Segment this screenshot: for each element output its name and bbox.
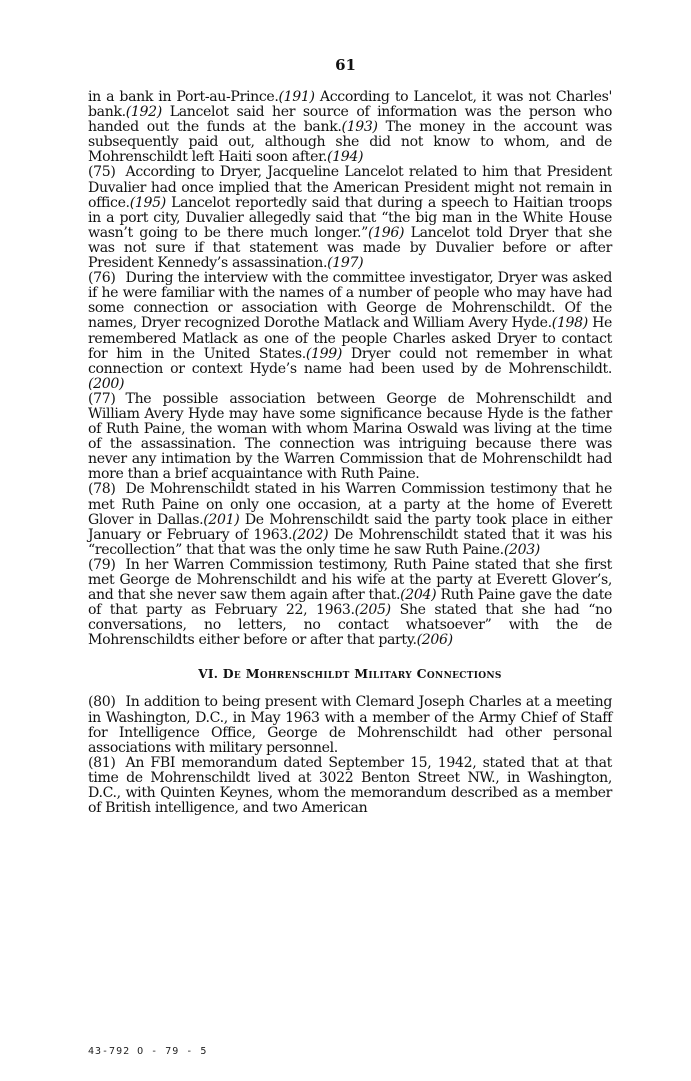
paragraph-text: Lancelot said her source of information was the person who handed out the funds at the bank. (88, 104, 612, 136)
footnote-ref: (195) (129, 194, 166, 211)
footnote-ref: (194) (327, 149, 364, 166)
paragraph-number: (80) (88, 694, 116, 711)
footnote-ref: (201) (203, 511, 240, 528)
section-heading (88, 666, 612, 681)
paragraph-number: (76) (88, 270, 116, 287)
paragraphs-before-heading (88, 90, 612, 648)
paragraph (88, 695, 612, 755)
print-code: 43-792 O - 79 - 5 (88, 1046, 208, 1057)
footnote-ref: (204) (400, 587, 437, 604)
paragraph-number: (78) (88, 481, 116, 498)
paragraph-number: (75) (88, 164, 116, 181)
paragraph-text: In her Warren Commission testimony, Ruth Paine stated that she first met George de Mohrenschildt and his wife at the party at Everett Glover’s, and that she never saw them again after that. (88, 556, 612, 604)
footnote-ref: (199) (305, 345, 343, 362)
paragraph-text: The possible association between George de Mohrenschildt and William Avery Hyde may have some significance because Hyde is the father of Ruth Paine, the woman with whom Marina Oswald was living at the time of the assassination. The connection was intriguing because there was never any intimation by the Warren Commission that de Mohrenschildt had more than a brief acquaintance with Ruth Paine. (88, 390, 612, 483)
paragraph-number: (81) (88, 754, 116, 771)
paragraph-text: Dryer could not remember in what connection or context Hyde’s name had been used by de Mohrenschildt. (88, 345, 613, 377)
section-numeral: VI. (198, 667, 219, 682)
paragraphs-after-heading (88, 695, 612, 816)
footnote-ref: (203) (503, 541, 540, 558)
paragraph-text: According to Lancelot, it was not Charles' bank. (88, 89, 612, 121)
text-column (88, 90, 612, 816)
paragraph (88, 271, 612, 392)
footnote-ref: (205) (354, 602, 391, 619)
paragraph-text: He remembered Matlack as one of the people Charles asked Dryer to contact for him in the United States. (88, 315, 613, 362)
paragraph-number: (77) (88, 390, 116, 407)
paragraph-text: According to Dryer, Jacqueline Lancelot related to him that President Duvalier had once implied that the American President might not remain in office. (88, 164, 612, 211)
paragraph-text: During the interview with the committee investigator, Dryer was asked if he were familiar with the names of a number of people who may have had some connection or association with George de Mohrenschildt. Of the names, Dryer recognized Dorothe Matlack and William Avery Hyde. (88, 270, 612, 332)
paragraph-text: De Mohrenschildt said the party took place in either January or February of 1963. (88, 511, 613, 543)
section-title: De Mohrenschildt Military Connections (222, 666, 502, 682)
paragraph (88, 90, 612, 165)
paragraph-text: In addition to being present with Clemard Joseph Charles at a meeting in Washington, D.C., in May 1963 with a member of the Army Chief of Staff for Intelligence Office, George de Mohrenschildt had other personal associations with military personnel. (88, 694, 612, 756)
paragraph-text: Ruth Paine gave the date of that party as February 22, 1963. (88, 587, 613, 619)
paragraph (88, 392, 612, 483)
footnote-ref: (192) (125, 104, 162, 121)
paragraph-text: in a bank in Port-au-Prince. (88, 89, 279, 105)
page-number: 61 (335, 56, 356, 74)
paragraph (88, 482, 612, 557)
footnote-ref: (200) (88, 375, 125, 392)
paragraph-text: Lancelot reportedly said that during a speech to Haitian troops in a port city, Duvalier allegedly said that “the big man in the White House wasn’t going to be there much longer.” (88, 194, 612, 241)
paragraph-number: (79) (88, 556, 116, 573)
footnote-ref: (193) (341, 119, 378, 136)
footnote-ref: (202) (292, 526, 329, 543)
paragraph-text: The money in the account was subsequently paid out, although she did not know to whom, and de Mohrenschildt left Haiti soon after. (88, 119, 613, 166)
paragraph (88, 558, 612, 649)
footnote-ref: (197) (327, 255, 364, 272)
paragraph-text: Lancelot told Dryer that she was not sure if that statement was made by Duvalier before or after President Kennedy’s assassination. (88, 224, 612, 272)
paragraph-text: She stated that she had “no conversations, no letters, no contact whatsoever” with the de Mohrenschildts either before or after that party. (88, 602, 612, 649)
paragraph-text: De Mohrenschildt stated in his Warren Commission testimony that he met Ruth Paine on only one occasion, at a party at the home of Everett Glover in Dallas. (88, 481, 612, 528)
footnote-ref: (196) (367, 224, 405, 241)
footnote-ref: (198) (551, 315, 588, 332)
paragraph (88, 165, 612, 271)
footnote-ref: (191) (278, 89, 315, 105)
paragraph-text: An FBI memorandum dated September 15, 1942, stated that at that time de Mohrenschildt lived at 3022 Benton Street NW., in Washington, D.C., with Quinten Keynes, whom the memorandum described as a member of British intelligence, and two American (88, 754, 612, 817)
paragraph-text: De Mohrenschildt stated that it was his “recollection” that that was the only time he saw Ruth Paine. (88, 526, 612, 558)
paragraph (88, 756, 612, 816)
footnote-ref: (206) (416, 632, 453, 649)
